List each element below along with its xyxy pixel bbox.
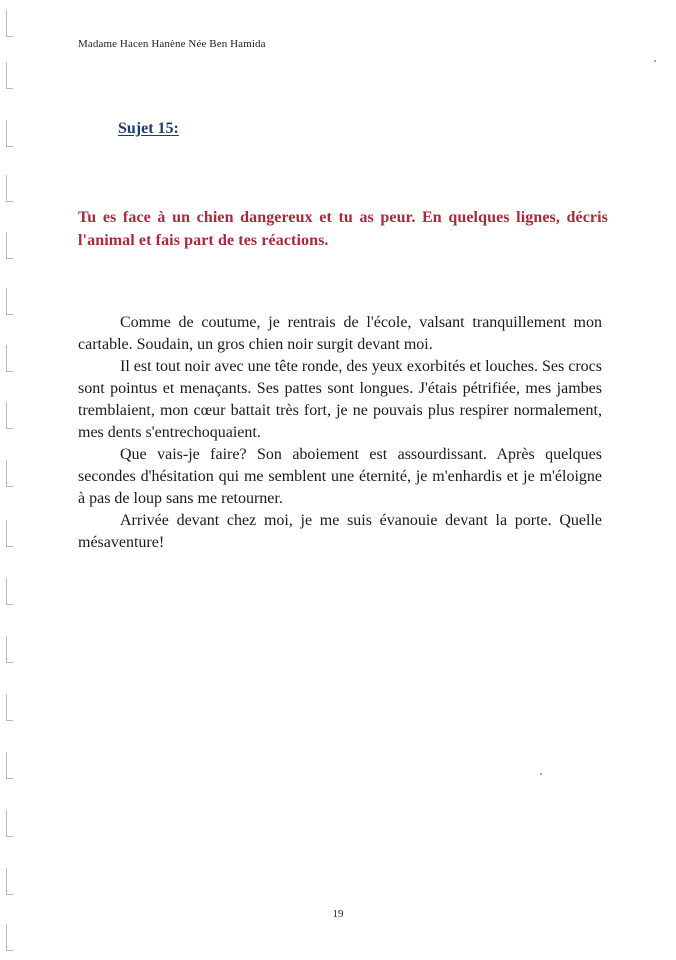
essay-paragraph: Comme de coutume, je rentrais de l'école, valsant tranquillement mon cartable. Soudain, un gros chien noir surgit devant moi. [78, 314, 602, 353]
scan-speck [540, 773, 542, 775]
essay-paragraph: Arrivée devant chez moi, je me suis évanouie devant la porte. Quelle mésaventure! [78, 512, 602, 551]
binding-marks [4, 0, 16, 960]
subject-title: Sujet 15: [118, 120, 179, 137]
page-header-author: Madame Hacen Hanène Née Ben Hamida [78, 38, 266, 50]
essay-paragraph: Que vais-je faire? Son aboiement est assourdissant. Après quelques secondes d'hésitation qui me semblent une éternité, je m'enhardis et je m'éloigne à pas de loup sans me retourner. [78, 446, 602, 507]
essay-paragraph: Il est tout noir avec une tête ronde, des yeux exorbités et louches. Ses crocs sont pointus et menaçants. Ses pattes sont longues. J'étais pétrifiée, mes jambes tremblaient, mon cœur battait très fort, je ne pouvais plus respirer normalement, mes dents s'entrechoquaient. [78, 358, 602, 441]
essay-body [78, 312, 602, 554]
scan-speck [654, 60, 656, 62]
assignment-prompt: Tu es face à un chien dangereux et tu as peur. En quelques lignes, décris l'animal et fais part de tes réactions. [78, 209, 608, 249]
page-number: 19 [332, 908, 344, 920]
